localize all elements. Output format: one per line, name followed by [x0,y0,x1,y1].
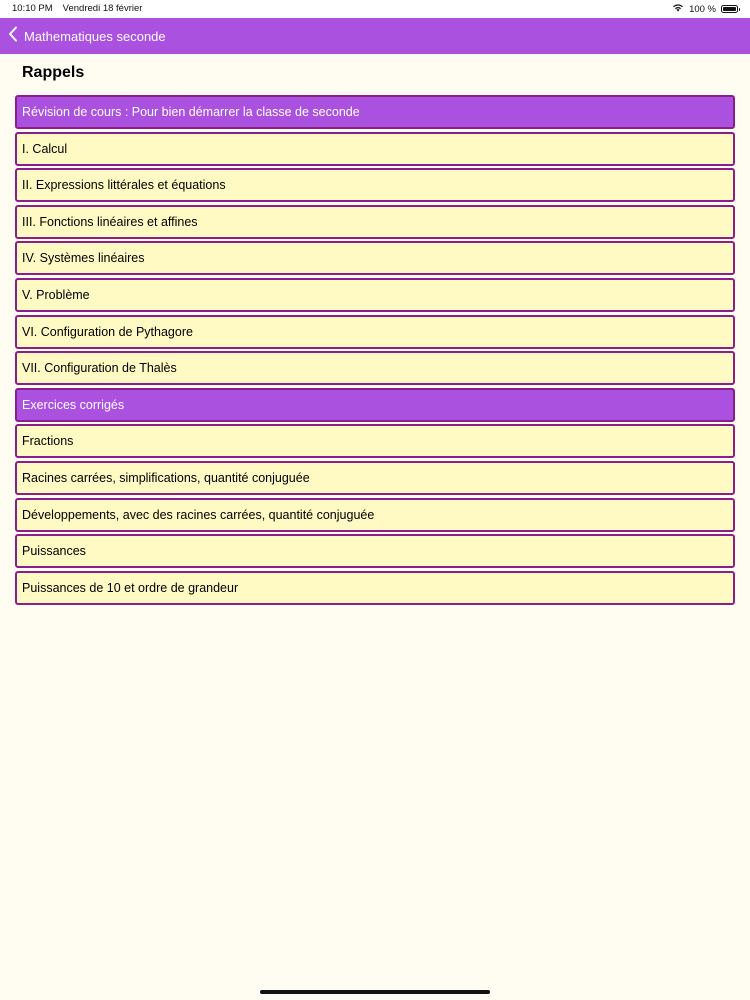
status-bar [0,0,750,18]
list-item[interactable] [15,498,735,532]
list-item-label: Puissances de 10 et ordre de grandeur [22,580,239,595]
list-item[interactable] [15,132,735,166]
list-item-label: V. Problème [22,287,90,302]
wifi-icon [672,3,684,15]
back-button-label: Mathematiques seconde [24,28,166,44]
list-item-label: II. Expressions littérales et équations [22,178,226,193]
list-item[interactable] [15,461,735,495]
section-header-exercices[interactable] [15,388,735,422]
list-item[interactable] [15,241,735,275]
list-item[interactable] [15,315,735,349]
list-item[interactable] [15,168,735,202]
list-item-label: Racines carrées, simplifications, quantité conjuguée [22,470,310,485]
back-button[interactable] [8,18,166,54]
lesson-list [15,95,735,607]
list-item[interactable] [15,278,735,312]
list-item[interactable] [15,571,735,605]
section-header-label: Exercices corrigés [22,397,125,412]
status-time: 10:10 PM [12,3,53,14]
home-indicator[interactable] [260,990,490,994]
status-right [672,3,738,15]
list-item-label: IV. Systèmes linéaires [22,251,145,266]
section-header-label: Révision de cours : Pour bien démarrer la classe de seconde [22,105,360,119]
list-item-label: Développements, avec des racines carrées, quantité conjuguée [22,507,375,522]
list-item[interactable] [15,424,735,458]
battery-label: 100 % [689,3,716,15]
battery-icon [721,5,738,13]
list-item-label: VI. Configuration de Pythagore [22,324,193,339]
status-left [12,3,142,14]
nav-bar [0,18,750,54]
chevron-left-icon [8,26,18,47]
list-item-label: I. Calcul [22,141,68,156]
page-title: Rappels [22,64,85,81]
list-item[interactable] [15,351,735,385]
list-item[interactable] [15,205,735,239]
list-item-label: Fractions [22,434,74,449]
section-header-revision[interactable] [15,95,735,129]
list-item-label: III. Fonctions linéaires et affines [22,214,198,229]
list-item-label: Puissances [22,544,86,559]
list-item[interactable] [15,534,735,568]
status-date: Vendredi 18 février [62,3,143,14]
list-item-label: VII. Configuration de Thalès [22,361,177,376]
